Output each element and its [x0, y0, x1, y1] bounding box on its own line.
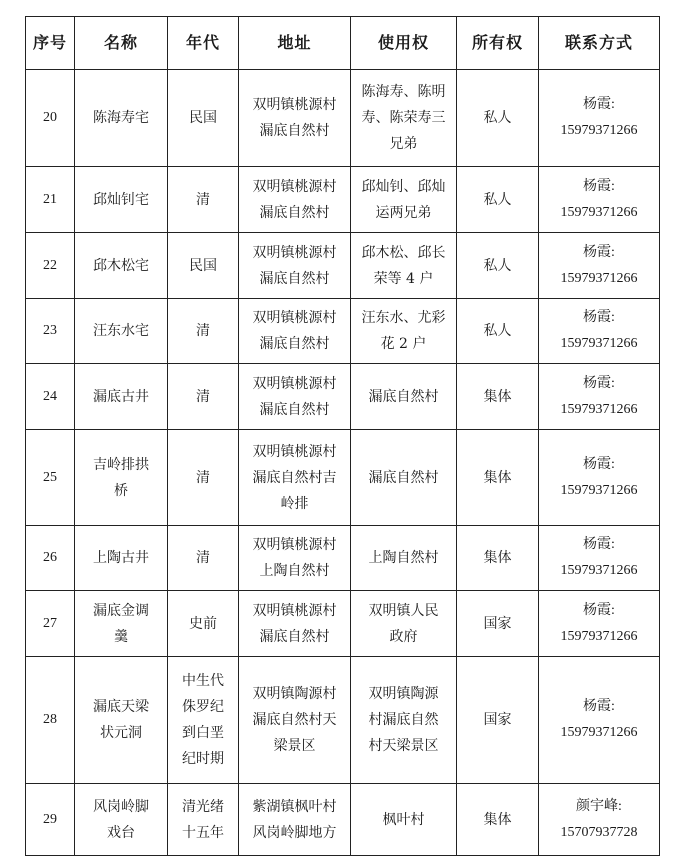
table-row [26, 70, 660, 167]
table-row [26, 526, 660, 591]
header-contact: 联系方式 [539, 17, 660, 70]
cell-name: 漏底金调 羹 [75, 591, 168, 657]
cell-address: 双明镇桃源村 漏底自然村 [239, 167, 351, 233]
cell-no: 21 [26, 167, 75, 233]
cell-address: 双明镇桃源村 漏底自然村 [239, 299, 351, 364]
cell-contact: 颜宇峰: 15707937728 [539, 784, 660, 856]
cell-name: 邱灿钊宅 [75, 167, 168, 233]
table-row [26, 657, 660, 784]
cell-era: 清 [168, 526, 239, 591]
cell-contact: 杨霞: 15979371266 [539, 70, 660, 167]
cell-name: 吉岭排拱 桥 [75, 430, 168, 526]
cell-address: 双明镇桃源村 漏底自然村吉 岭排 [239, 430, 351, 526]
cell-contact: 杨霞: 15979371266 [539, 364, 660, 430]
header-ownership: 所有权 [457, 17, 539, 70]
heritage-table [25, 16, 660, 856]
cell-use-right: 漏底自然村 [351, 430, 457, 526]
cell-use-right: 枫叶村 [351, 784, 457, 856]
cell-address: 紫湖镇枫叶村 风岗岭脚地方 [239, 784, 351, 856]
cell-name: 邱木松宅 [75, 233, 168, 299]
cell-contact: 杨霞: 15979371266 [539, 299, 660, 364]
cell-era: 清 [168, 364, 239, 430]
cell-name: 汪东水宅 [75, 299, 168, 364]
table-row [26, 233, 660, 299]
cell-contact: 杨霞: 15979371266 [539, 591, 660, 657]
cell-use-right: 邱木松、邱长 荣等 4 户 [351, 233, 457, 299]
cell-ownership: 私人 [457, 299, 539, 364]
cell-use-right: 漏底自然村 [351, 364, 457, 430]
table-row [26, 591, 660, 657]
cell-no: 24 [26, 364, 75, 430]
cell-contact: 杨霞: 15979371266 [539, 430, 660, 526]
cell-name: 漏底天梁 状元洞 [75, 657, 168, 784]
cell-no: 25 [26, 430, 75, 526]
cell-no: 29 [26, 784, 75, 856]
table-row [26, 167, 660, 233]
cell-ownership: 集体 [457, 526, 539, 591]
cell-no: 22 [26, 233, 75, 299]
cell-name: 上陶古井 [75, 526, 168, 591]
cell-use-right: 双明镇人民 政府 [351, 591, 457, 657]
cell-era: 史前 [168, 591, 239, 657]
cell-use-right: 汪东水、尤彩 花 2 户 [351, 299, 457, 364]
cell-era: 民国 [168, 233, 239, 299]
cell-ownership: 私人 [457, 70, 539, 167]
cell-name: 风岗岭脚 戏台 [75, 784, 168, 856]
cell-use-right: 陈海寿、陈明 寿、陈荣寿三 兄弟 [351, 70, 457, 167]
cell-no: 23 [26, 299, 75, 364]
cell-name: 漏底古井 [75, 364, 168, 430]
cell-no: 20 [26, 70, 75, 167]
cell-name: 陈海寿宅 [75, 70, 168, 167]
header-name: 名称 [75, 17, 168, 70]
header-address: 地址 [239, 17, 351, 70]
cell-use-right: 邱灿钊、邱灿 运两兄弟 [351, 167, 457, 233]
cell-use-right: 双明镇陶源 村漏底自然 村天梁景区 [351, 657, 457, 784]
cell-address: 双明镇桃源村 上陶自然村 [239, 526, 351, 591]
cell-contact: 杨霞: 15979371266 [539, 167, 660, 233]
header-use-right: 使用权 [351, 17, 457, 70]
cell-contact: 杨霞: 15979371266 [539, 233, 660, 299]
cell-era: 中生代 侏罗纪 到白垩 纪时期 [168, 657, 239, 784]
table-row [26, 364, 660, 430]
cell-no: 26 [26, 526, 75, 591]
cell-address: 双明镇桃源村 漏底自然村 [239, 70, 351, 167]
cell-address: 双明镇桃源村 漏底自然村 [239, 233, 351, 299]
table-row [26, 430, 660, 526]
cell-use-right: 上陶自然村 [351, 526, 457, 591]
cell-address: 双明镇陶源村 漏底自然村天 梁景区 [239, 657, 351, 784]
header-row [26, 17, 660, 70]
cell-ownership: 国家 [457, 591, 539, 657]
cell-contact: 杨霞: 15979371266 [539, 526, 660, 591]
cell-no: 28 [26, 657, 75, 784]
table-row [26, 784, 660, 856]
cell-no: 27 [26, 591, 75, 657]
cell-era: 清 [168, 167, 239, 233]
cell-era: 民国 [168, 70, 239, 167]
cell-ownership: 私人 [457, 233, 539, 299]
header-no: 序号 [26, 17, 75, 70]
cell-era: 清 [168, 299, 239, 364]
cell-ownership: 私人 [457, 167, 539, 233]
cell-ownership: 集体 [457, 364, 539, 430]
cell-address: 双明镇桃源村 漏底自然村 [239, 364, 351, 430]
cell-contact: 杨霞: 15979371266 [539, 657, 660, 784]
cell-ownership: 集体 [457, 430, 539, 526]
cell-era: 清 [168, 430, 239, 526]
cell-ownership: 集体 [457, 784, 539, 856]
table-row [26, 299, 660, 364]
cell-address: 双明镇桃源村 漏底自然村 [239, 591, 351, 657]
cell-era: 清光绪 十五年 [168, 784, 239, 856]
cell-ownership: 国家 [457, 657, 539, 784]
header-era: 年代 [168, 17, 239, 70]
